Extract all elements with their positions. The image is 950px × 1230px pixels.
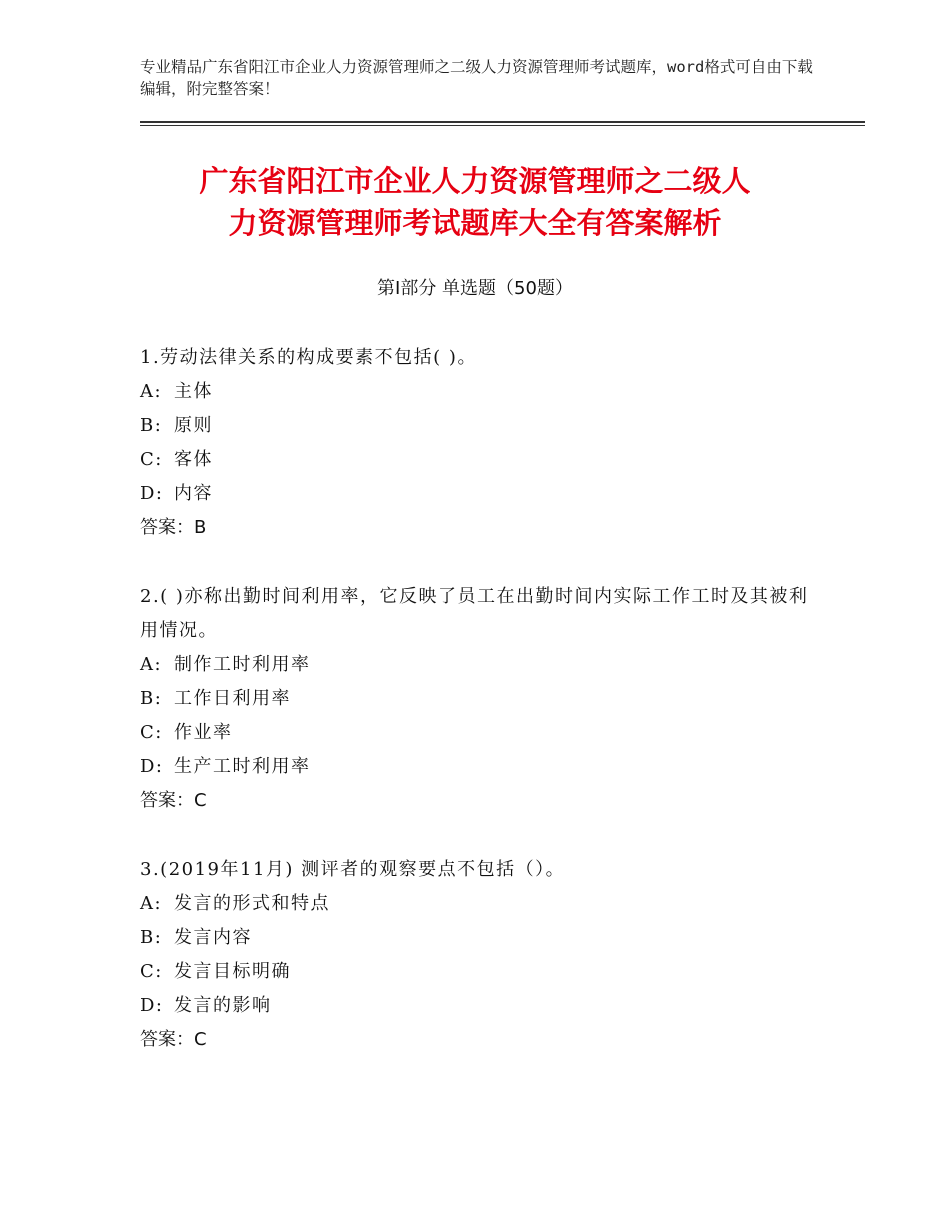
- document-title: [110, 160, 840, 244]
- option-key: B:: [140, 927, 163, 948]
- option-key: B:: [140, 415, 163, 436]
- option-d: [140, 989, 820, 1023]
- title-line-2: 力资源管理师考试题库大全有答案解析: [228, 206, 722, 240]
- option-d: [140, 477, 820, 511]
- question-1: [140, 341, 820, 545]
- option-text: 主体: [174, 381, 213, 402]
- option-a: [140, 887, 820, 921]
- option-key: D:: [140, 483, 164, 504]
- option-text: 原则: [174, 415, 213, 436]
- question-2: [140, 580, 820, 818]
- answer: 答案：B: [140, 517, 207, 538]
- option-text: 作业率: [174, 722, 233, 743]
- option-key: A:: [140, 893, 163, 914]
- option-text: 内容: [174, 483, 213, 504]
- question-stem: 1.劳动法律关系的构成要素不包括( )。: [140, 347, 477, 368]
- option-text: 工作日利用率: [174, 688, 291, 709]
- option-key: C:: [140, 722, 163, 743]
- option-a: [140, 648, 820, 682]
- option-key: B:: [140, 688, 163, 709]
- option-b: [140, 682, 820, 716]
- option-c: [140, 443, 820, 477]
- option-text: 发言的影响: [174, 995, 272, 1016]
- option-key: D:: [140, 756, 164, 777]
- answer: 答案：C: [140, 790, 207, 811]
- option-c: [140, 955, 820, 989]
- option-text: 发言内容: [174, 927, 252, 948]
- option-key: A:: [140, 381, 163, 402]
- option-text: 发言的形式和特点: [174, 893, 330, 914]
- header-rule-thick: [140, 121, 865, 123]
- answer: 答案：C: [140, 1029, 207, 1050]
- option-text: 客体: [174, 449, 213, 470]
- title-line-1: 广东省阳江市企业人力资源管理师之二级人: [199, 164, 751, 198]
- option-key: C:: [140, 449, 163, 470]
- header-rule-thin: [140, 125, 865, 126]
- question-stem: 2.( )亦称出勤时间利用率，它反映了员工在出勤时间内实际工作工时及其被利用情况。: [140, 586, 809, 641]
- option-b: [140, 409, 820, 443]
- header-note: 专业精品广东省阳江市企业人力资源管理师之二级人力资源管理师考试题库，word格式可自由下载编辑，附完整答案！: [140, 58, 813, 98]
- option-text: 生产工时利用率: [174, 756, 311, 777]
- option-text: 制作工时利用率: [174, 654, 311, 675]
- option-text: 发言目标明确: [174, 961, 291, 982]
- option-key: C:: [140, 961, 163, 982]
- option-key: A:: [140, 654, 163, 675]
- section-heading: 第Ⅰ部分 单选题（50题）: [377, 278, 573, 299]
- option-a: [140, 375, 820, 409]
- question-stem: 3.(2019年11月) 测评者的观察要点不包括（）。: [140, 859, 566, 880]
- option-c: [140, 716, 820, 750]
- option-b: [140, 921, 820, 955]
- option-key: D:: [140, 995, 164, 1016]
- option-d: [140, 750, 820, 784]
- question-3: [140, 853, 820, 1057]
